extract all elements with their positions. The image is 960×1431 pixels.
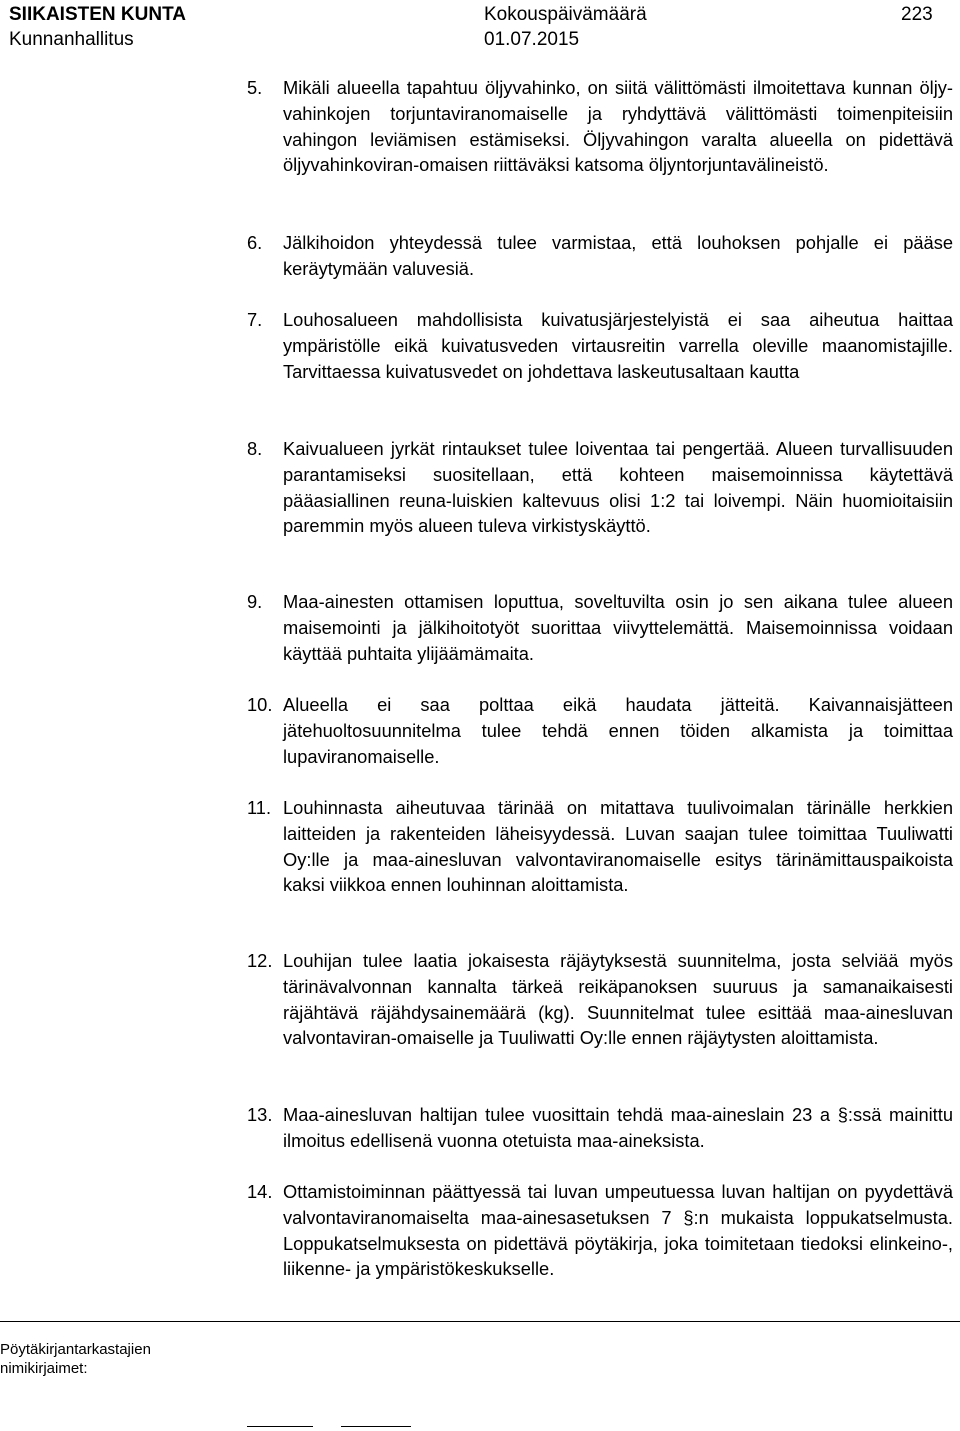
item-text: Mikäli alueella tapahtuu öljyvahinko, on siitä välittömästi ilmoitettava kunnan öljy-vahinkojen torjuntaviranomaiselle ja ryhdyttävä välittömästi toimenpiteisiin vahingon leviämisen estämiseksi. Öljyvahingon varalta alueella on pidettävä öljyvahinkoviran-omaisen riittäväksi katsoma öljyntorjuntavälineistö.	[283, 77, 953, 176]
list-item	[247, 230, 953, 282]
list-item	[247, 1179, 953, 1282]
signature-line	[247, 1426, 313, 1427]
item-text: Louhosalueen mahdollisista kuivatusjärjestelyistä ei saa aiheutua haittaa ympäristölle eikä kuivatusveden virtausreitin varrella oleville maanomistajille. Tarvittaessa kuivatusvedet on johdettava laskeutusaltaan kautta	[283, 309, 953, 382]
signature-line	[341, 1426, 411, 1427]
item-number: 13.	[247, 1104, 273, 1125]
list-item	[247, 692, 953, 769]
list-item	[247, 75, 953, 178]
item-text: Kaivualueen jyrkät rintaukset tulee loiventaa tai pengertää. Alueen turvallisuuden parantamiseksi suositellaan, että kohteen maisemoinnissa käytettävä pääasiallinen reuna-luiskien kaltevuus olisi 1:2 tai loivempi. Näin huomioitaisiin paremmin myös alueen tuleva virkistyskäyttö.	[283, 438, 953, 537]
list-item	[247, 436, 953, 539]
list-item	[247, 795, 953, 898]
item-text: Maa-ainesluvan haltijan tulee vuosittain tehdä maa-aineslain 23 a §:ssä mainittu ilmoitus edellisenä vuonna otetuista maa-aineksista.	[283, 1104, 953, 1151]
list-item	[247, 948, 953, 1051]
item-text: Louhinnasta aiheutuvaa tärinää on mitattava tuulivoimalan tärinälle herkkien laitteiden ja rakenteiden läheisyydessä. Luvan saajan tulee toimittaa Tuuliwatti Oy:lle ja maa-ainesluvan valvontaviranomaiselle esitys tärinämittauspaikoista kaksi viikkoa ennen louhinnan aloittamista.	[283, 797, 953, 896]
list-item	[247, 589, 953, 666]
item-text: Alueella ei saa polttaa eikä haudata jätteitä. Kaivannaisjätteen jätehuoltosuunnitelma tulee tehdä ennen töiden alkamista ja toimittaa lupaviranomaiselle.	[283, 694, 953, 767]
list-item	[247, 1102, 953, 1154]
meeting-date-label: Kokouspäivämäärä	[484, 4, 647, 25]
item-number: 8.	[247, 438, 263, 459]
item-number: 14.	[247, 1181, 273, 1202]
item-number: 5.	[247, 77, 263, 98]
footer-label-line2: nimikirjaimet:	[0, 1360, 88, 1377]
page-number: 223	[901, 4, 933, 25]
item-number: 6.	[247, 232, 263, 253]
item-number: 10.	[247, 694, 273, 715]
item-number: 7.	[247, 309, 263, 330]
footer-label-line1: Pöytäkirjantarkastajien	[0, 1341, 151, 1358]
list-item	[247, 307, 953, 384]
item-text: Ottamistoiminnan päättyessä tai luvan umpeutuessa luvan haltijan on pyydettävä valvontaviranomaiselta maa-ainesasetuksen 7 §:n mukaista loppukatselmusta. Loppukatselmuksesta on pidettävä pöytäkirja, joka toimitetaan tiedoksi elinkeino-, liikenne- ja ympäristökeskukselle.	[283, 1181, 953, 1280]
footer-divider	[0, 1321, 960, 1322]
item-number: 12.	[247, 950, 273, 971]
org-name: SIIKAISTEN KUNTA	[9, 4, 186, 25]
item-number: 9.	[247, 591, 263, 612]
item-text: Jälkihoidon yhteydessä tulee varmistaa, että louhoksen pohjalle ei pääse keräytymään valuvesiä.	[283, 232, 953, 279]
footer-label	[0, 1340, 151, 1378]
item-number: 11.	[247, 797, 272, 818]
item-text: Maa-ainesten ottamisen loputtua, soveltuvilta osin jo sen aikana tulee alueen maisemointi ja jälkihoitotyöt suorittaa viivyttelemättä. Maisemoinnissa voidaan käyttää puhtaita ylijäämämaita.	[283, 591, 953, 664]
meeting-date: 01.07.2015	[484, 29, 580, 50]
item-text: Louhijan tulee laatia jokaisesta räjäytyksestä suunnitelma, josta selviää myös tärinävalvonnan kannalta tärkeä reikäpanoksen suuruus ja samanaikaisesti räjähtävä räjähdysainemäärä (kg). Suunnitelmat tulee esittää maa-ainesluvan valvontaviran-omaiselle ja Tuuliwatti Oy:lle ennen räjäytysten aloittamista.	[283, 950, 953, 1049]
body-name: Kunnanhallitus	[9, 29, 134, 50]
